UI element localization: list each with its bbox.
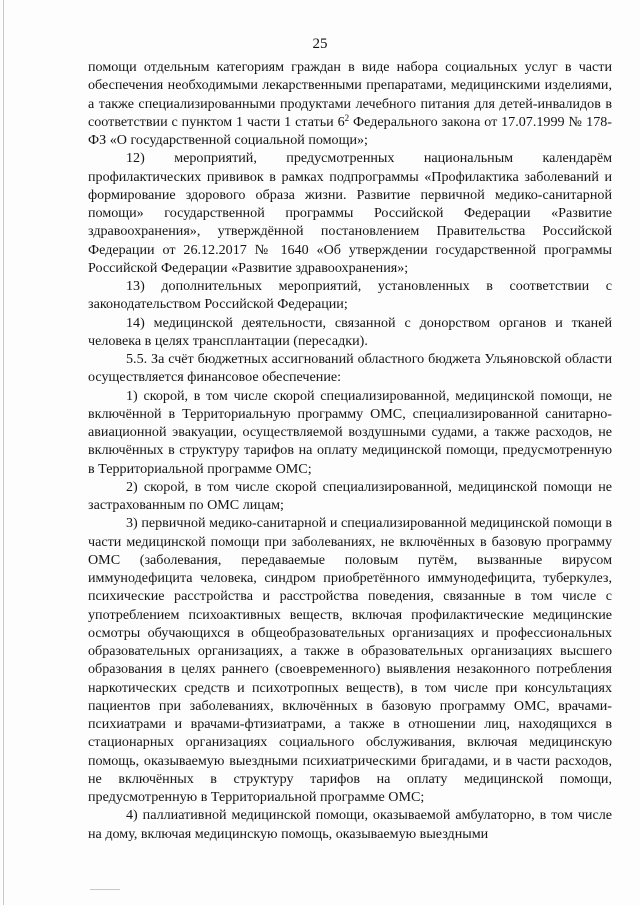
document-body	[88, 58, 612, 843]
paragraph-item-4: 4) паллиативной медицинской помощи, оказываемой амбулаторно, в том числе на дому, включая медицинскую помощь, оказываемую выездными	[88, 807, 612, 842]
paragraph-text: помощи отдельным категориям граждан в виде набора социальных услуг в части обеспечения необходимыми лекарственными препаратами, медицинскими изделиями, а также специализированными продуктами лечебного питания для детей-инвалидов в соответствии с пунктом 1 части 1 статьи 6	[88, 59, 612, 130]
paragraph-continuation	[88, 58, 612, 149]
paragraph-item-12: 12) мероприятий, предусмотренных национальным календарём профилактических прививок в рамках подпрограммы «Профилактика заболеваний и формирование здорового образа жизни. Развитие первичной медико-санитарной помощи» государственной программы Российской Федерации «Развитие здравоохранения», утверждённой постановлением Правительства Российской Федерации от 26.12.2017 № 1640 «Об утверждении государственной программы Российской Федерации «Развитие здравоохранения»;	[88, 150, 612, 276]
paragraph-text-tail: Федерального закона от 17.07.1999 № 178-ФЗ «О государственной социальной помощи»;	[88, 113, 612, 148]
paragraph-item-13: 13) дополнительных мероприятий, установленных в соответствии с законодательством Российской Федерации;	[88, 278, 612, 313]
paragraph-item-2: 2) скорой, в том числе скорой специализированной, медицинской помощи не застрахованным по ОМС лицам;	[88, 478, 612, 513]
paragraph-section-5-5: 5.5. За счёт бюджетных ассигнований областного бюджета Ульяновской области осуществляется финансовое обеспечение:	[88, 351, 612, 386]
paragraph-item-3: 3) первичной медико-санитарной и специализированной медицинской помощи в части медицинской помощи при заболеваниях, не включённых в базовую программу ОМС (заболевания, передаваемые половым путём, вызванные вирусом иммунодефицита человека, синдром приобретённого иммунодефицита, туберкулез, психические расстройства и расстройства поведения, связанные в том числе с употреблением психоактивных веществ, включая профилактические медицинские осмотры обучающихся в общеобразовательных организациях и профессиональных образовательных организациях, а также в образовательных организациях высшего образования в целях раннего (своевременного) выявления незаконного потребления наркотических средств и психотропных веществ), в том числе при консультациях пациентов при заболеваниях, включённых в базовую программу ОМС, врачами-психиатрами и врачами-фтизиатрами, а также в отношении лиц, находящихся в стационарных организациях социального обслуживания, включая медицинскую помощь, оказываемую выездными психиатрическими бригадами, и в части расходов, не включённых в структуру тарифов на оплату медицинской помощи, предусмотренную в Территориальной программе ОМС;	[88, 515, 612, 805]
superscript: 2	[344, 112, 350, 123]
scan-edge-line	[3, 0, 4, 905]
scan-artifact	[90, 889, 120, 890]
paragraph-item-1: 1) скорой, в том числе скорой специализированной, медицинской помощи, не включённой в Территориальную программу ОМС, специализированной санитарно-авиационной эвакуации, осуществляемой воздушными судами, а также расходов, не включённых в структуру тарифов на оплату медицинской помощи, предусмотренную в Территориальной программе ОМС;	[88, 387, 612, 477]
page-number: 25	[312, 36, 328, 52]
paragraph-item-14: 14) медицинской деятельности, связанной с донорством органов и тканей человека в целях трансплантации (пересадки).	[88, 314, 612, 349]
